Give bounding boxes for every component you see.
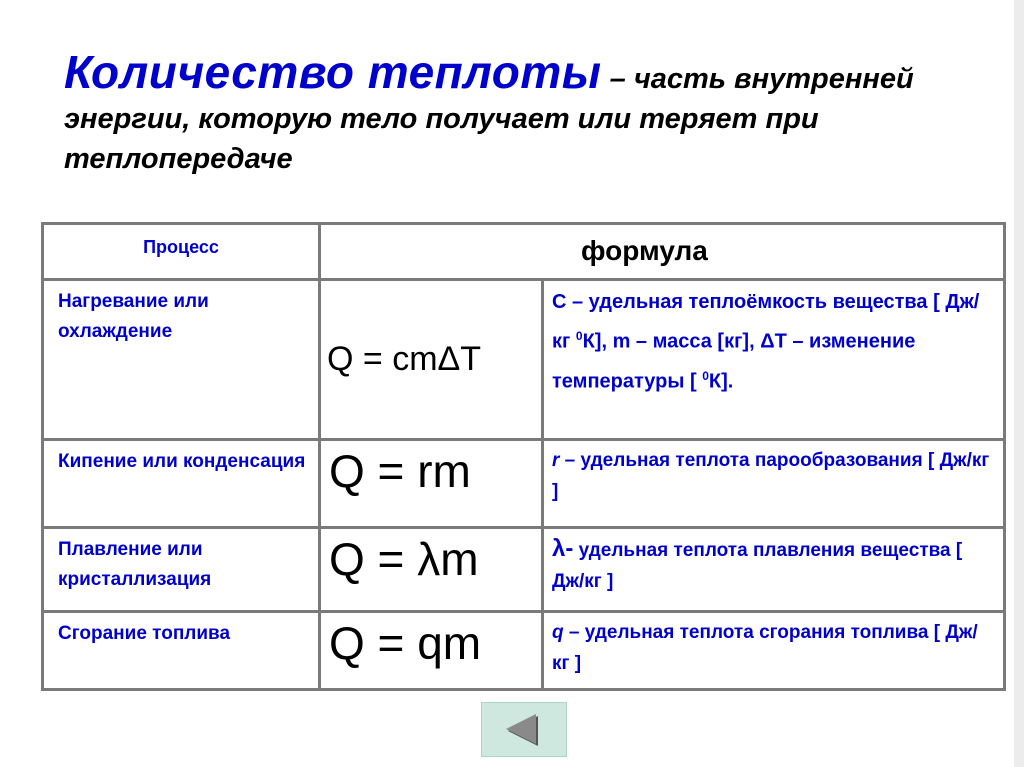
table-row: [43, 440, 1005, 528]
degree-sup: 0: [702, 368, 709, 383]
formula-cell: Q = qm: [320, 612, 543, 690]
symbol: q: [552, 622, 564, 643]
previous-slide-button[interactable]: [481, 702, 567, 757]
table-row: [43, 280, 1005, 440]
header-formula: [320, 224, 1005, 280]
symbol: r: [552, 450, 560, 471]
description-text: – удельная теплота парообразования [ Дж/кг ]: [552, 450, 990, 502]
header-formula-label: формула: [581, 235, 708, 266]
description-text: К], m – масса [кг], ΔТ – изменение температуры [: [552, 330, 916, 393]
slide-title: [64, 46, 994, 179]
slide-edge: [1014, 0, 1024, 767]
description-text: удельная теплота плавления вещества [ Дж/кг ]: [552, 540, 963, 592]
process-cell: Сгорание топлива: [43, 612, 320, 690]
description-cell: [543, 612, 1005, 690]
symbol: λ-: [552, 535, 574, 562]
description-cell: [543, 528, 1005, 612]
formula-cell: Q = λm: [320, 528, 543, 612]
process-cell: Плавление или кристаллизация: [43, 528, 320, 612]
process-cell: Кипение или конденсация: [43, 440, 320, 528]
description-cell: [543, 440, 1005, 528]
degree-sup: 0: [575, 329, 583, 343]
description-text: – удельная теплота сгорания топлива [ Дж/кг ]: [552, 622, 978, 674]
header-process: Процесс: [43, 224, 320, 280]
formula-table: [41, 222, 1006, 691]
title-definition: – часть внутренней энергии, которую тело получает или теряет при теплопередаче: [64, 63, 914, 175]
table-row: [43, 528, 1005, 612]
formula-cell: Q = rm: [320, 440, 543, 528]
triangle-left-icon: [506, 714, 536, 744]
title-term: Количество теплоты: [64, 46, 602, 98]
table-row: [43, 612, 1005, 690]
description-text: К].: [708, 370, 734, 393]
description-cell: [543, 280, 1005, 440]
process-cell: Нагревание или охлаждение: [43, 280, 320, 440]
table-header-row: [43, 224, 1005, 280]
formula-cell: Q = cmΔT: [320, 280, 543, 440]
description-text: С – удельная теплоёмкость вещества [ Дж/кг: [552, 291, 980, 353]
